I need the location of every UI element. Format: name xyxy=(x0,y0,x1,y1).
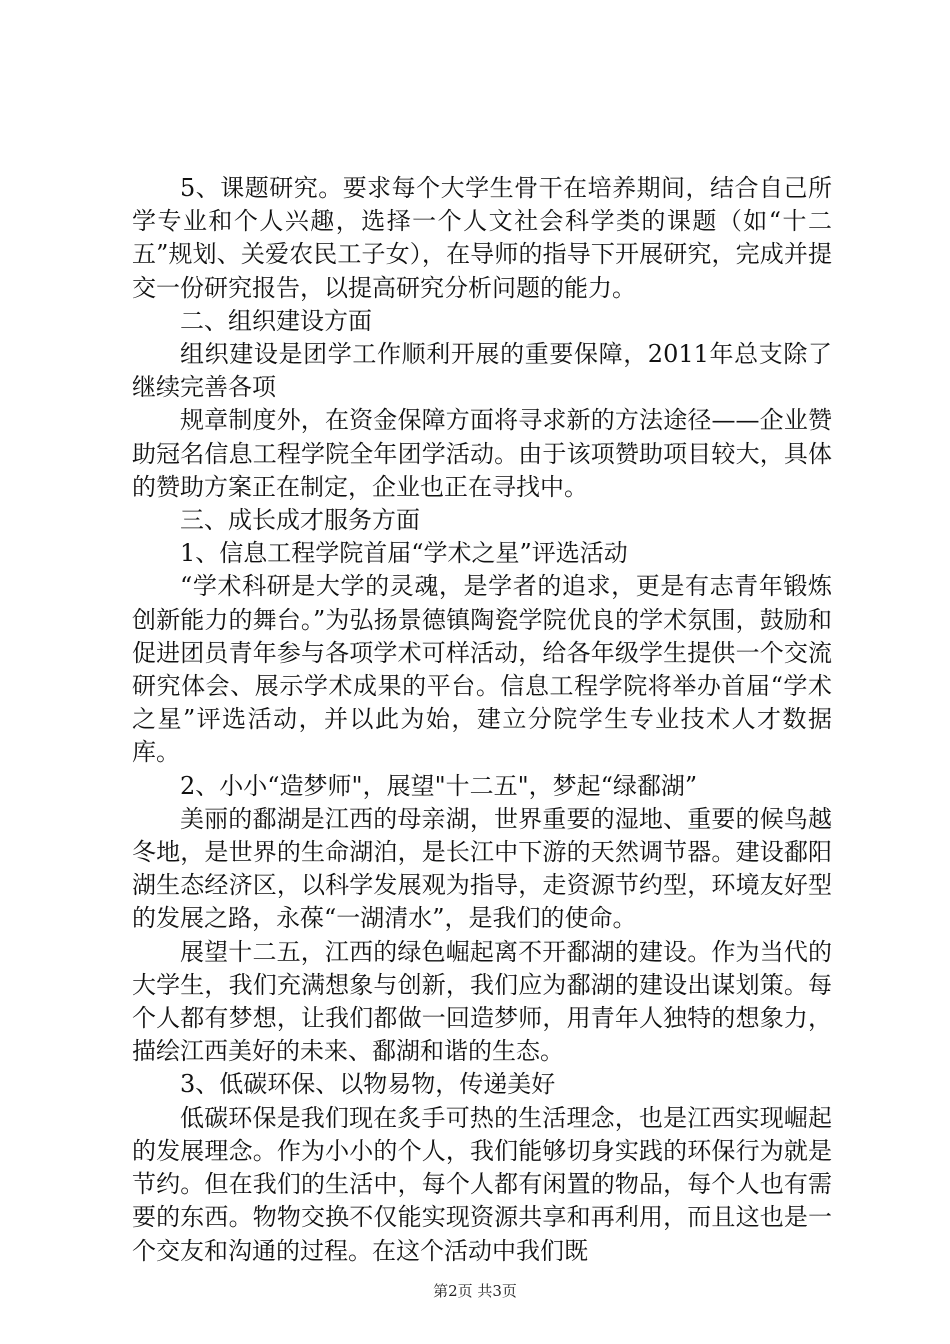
paragraph-poyang-lake: 美丽的鄱湖是江西的母亲湖，世界重要的湿地、重要的候鸟越冬地，是世界的生命湖泊，是长江中下游的天然调节器。建设鄱阳湖生态经济区，以科学发展观为指导，走资源节约型，环境友好型的发展之路，永葆“一湖清水”，是我们的使命。 xyxy=(132,804,832,933)
subheading-academic-star: 1、信息工程学院首届“学术之星”评选活动 xyxy=(180,539,628,568)
paragraph-organization-intro: 组织建设是团学工作顺利开展的重要保障，2011年总支除了继续完善各项 xyxy=(132,340,832,402)
page-number-footer: 第2页 共3页 xyxy=(433,1282,517,1300)
subheading-dream-maker: 2、小小“造梦师"，展望"十二五"，梦起“绿鄱湖” xyxy=(180,771,698,800)
paragraph-sponsorship: 规章制度外，在资金保障方面将寻求新的方法途径——企业赞助冠名信息工程学院全年团学活动。由于该项赞助项目较大，具体的赞助方案正在制定，企业也正在寻找中。 xyxy=(132,406,832,501)
heading-organization-building: 二、组织建设方面 xyxy=(180,306,372,335)
paragraph-low-carbon: 低碳环保是我们现在炙手可热的生活理念，也是江西实现崛起的发展理念。作为小小的个人，我们能够切身实践的环保行为就是节约。但在我们的生活中，每个人都有闲置的物品，每个人也有需要的东西。物物交换不仅能实现资源共享和再利用，而且这也是一个交友和沟通的过程。在这个活动中我们既 xyxy=(132,1103,832,1265)
subheading-low-carbon: 3、低碳环保、以物易物，传递美好 xyxy=(180,1070,556,1099)
heading-growth-services: 三、成长成才服务方面 xyxy=(180,506,420,535)
document-body xyxy=(132,172,832,1268)
paragraph-twelfth-five-year: 展望十二五，江西的绿色崛起离不开鄱湖的建设。作为当代的大学生，我们充满想象与创新，我们应为鄱湖的建设出谋划策。每个人都有梦想，让我们都做一回造梦师，用青年人独特的想象力，描绘江西美好的未来、鄱湖和谐的生态。 xyxy=(132,937,832,1066)
paragraph-academic-star: “学术科研是大学的灵魂，是学者的追求，更是有志青年锻炼创新能力的舞台。”为弘扬景德镇陶瓷学院优良的学术氛围，鼓励和促进团员青年参与各项学术可样活动，给各年级学生提供一个交流研究体会、展示学术成果的平台。信息工程学院将举办首届“学术之星”评选活动，并以此为始，建立分院学生专业技术人才数据库。 xyxy=(132,572,832,767)
paragraph-research-topic: 5、课题研究。要求每个大学生骨干在培养期间，结合自己所学专业和个人兴趣，选择一个人文社会科学类的课题（如“十二五”规划、关爱农民工子女），在导师的指导下开展研究，完成并提交一份研究报告，以提高研究分析问题的能力。 xyxy=(132,174,832,302)
